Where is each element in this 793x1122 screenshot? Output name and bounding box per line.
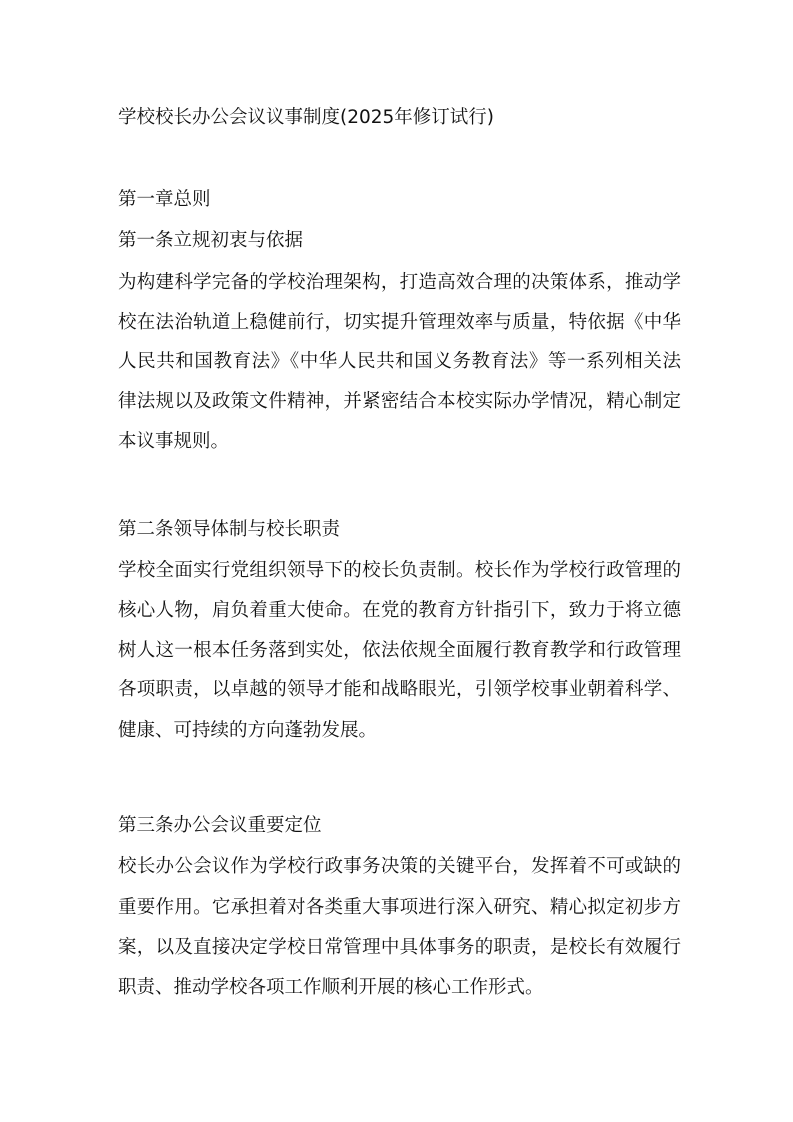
paragraph-line: 案，以及直接决定学校日常管理中具体事务的职责，是校长有效履行 xyxy=(118,937,681,958)
article-2-heading: 第二条领导体制与校长职责 xyxy=(118,519,341,540)
paragraph-line: 校长办公会议作为学校行政事务决策的关键平台，发挥着不可或缺的 xyxy=(118,856,681,877)
paragraph-line: 职责、推动学校各项工作顺利开展的核心工作形式。 xyxy=(118,977,544,998)
article-3-heading: 第三条办公会议重要定位 xyxy=(118,815,322,836)
paragraph-line: 树人这一根本任务落到实处，依法依规全面履行教育教学和行政管理 xyxy=(118,640,681,661)
paragraph-line: 学校全面实行党组织领导下的校长负责制。校长作为学校行政管理的 xyxy=(118,560,681,581)
paragraph-line: 为构建科学完备的学校治理架构，打造高效合理的决策体系，推动学 xyxy=(118,272,681,293)
chapter-heading: 第一章总则 xyxy=(118,189,211,210)
article-1-heading: 第一条立规初衷与依据 xyxy=(118,230,304,251)
paragraph-line: 律法规以及政策文件精神，并紧密结合本校实际办学情况，精心制定 xyxy=(118,391,681,412)
paragraph-line: 健康、可持续的方向蓬勃发展。 xyxy=(118,720,378,741)
paragraph-line: 核心人物，肩负着重大使命。在党的教育方针指引下，致力于将立德 xyxy=(118,600,681,621)
paragraph-line: 各项职责，以卓越的领导才能和战略眼光，引领学校事业朝着科学、 xyxy=(118,679,681,700)
document-title: 学校校长办公会议议事制度(2025年修订试行) xyxy=(118,107,495,128)
paragraph-line: 人民共和国教育法》《中华人民共和国义务教育法》等一系列相关法 xyxy=(118,351,681,372)
paragraph-line: 本议事规则。 xyxy=(118,431,230,452)
paragraph-line: 重要作用。它承担着对各类重大事项进行深入研究、精心拟定初步方 xyxy=(118,897,681,918)
paragraph-line: 校在法治轨道上稳健前行，切实提升管理效率与质量，特依据《中华 xyxy=(118,312,681,333)
